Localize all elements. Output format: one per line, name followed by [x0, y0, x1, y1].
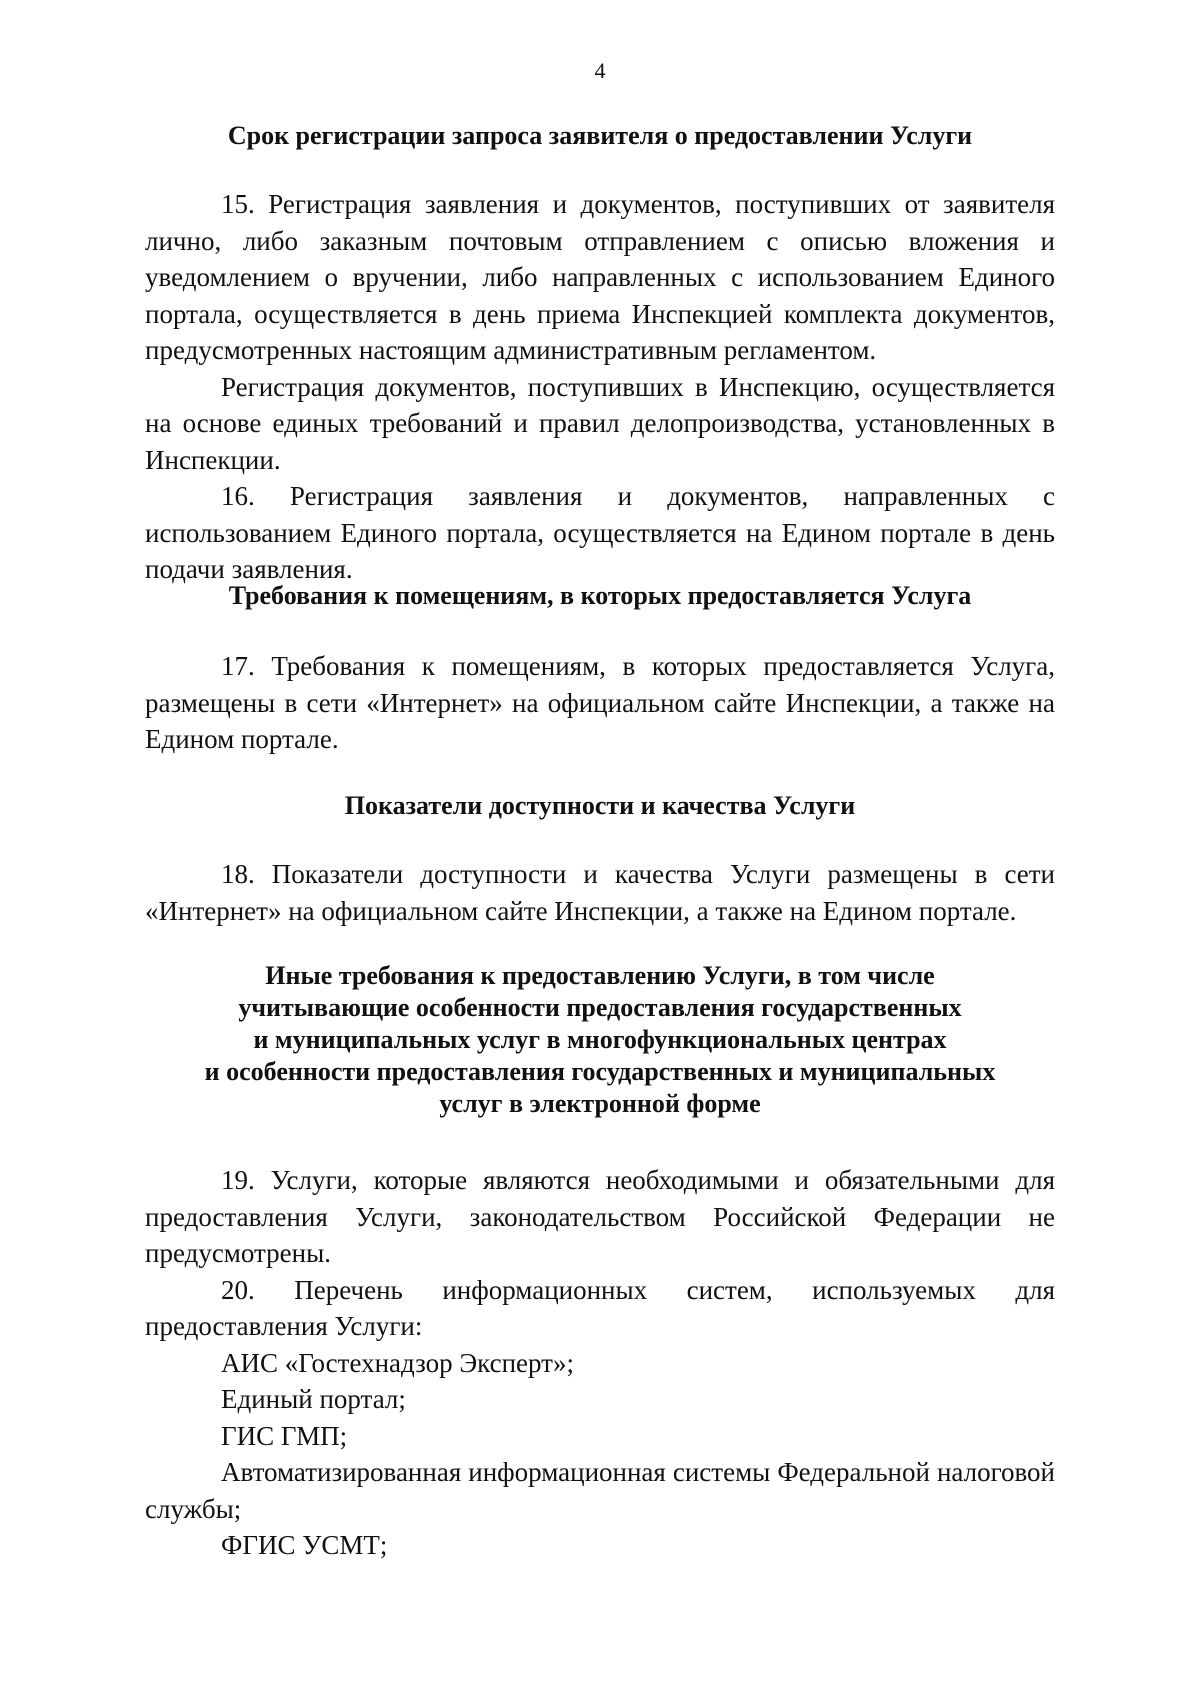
paragraph-19: 19. Услуги, которые являются необходимыми и обязательными для предоставления Услуги, законодательством Российской Федерации не предусмотрены.	[145, 1165, 1055, 1268]
paragraph-15: 15. Регистрация заявления и документов, поступивших от заявителя лично, либо заказным почтовым отправлением с описью вложения и уведомлением о вручении, либо направленных с использованием Единого портала, осуществляется в день приема Инспекцией комплекта документов, предусмотренных настоящим административным регламентом.	[145, 189, 1055, 365]
title-line: и муниципальных услуг в многофункциональных центрах	[253, 1025, 947, 1054]
section-title-premises: Требования к помещениям, в которых предоставляется Услуга	[228, 581, 972, 610]
title-line: учитывающие особенности предоставления государственных	[238, 993, 962, 1022]
title-line: услуг в электронной форме	[439, 1089, 761, 1118]
title-line: и особенности предоставления государственных и муниципальных	[204, 1057, 996, 1086]
list-item: Единый портал;	[221, 1384, 406, 1414]
section-title-registration: Срок регистрации запроса заявителя о предоставлении Услуги	[227, 121, 973, 150]
section-body-premises	[145, 648, 1055, 758]
paragraph-20: 20. Перечень информационных систем, используемых для предоставления Услуги:	[145, 1274, 1055, 1341]
paragraph-17: 17. Требования к помещениям, в которых предоставляется Услуга, размещены в сети «Интернет» на официальном сайте Инспекции, а также на Едином портале.	[145, 651, 1055, 754]
section-title-other-requirements	[145, 960, 1055, 1120]
title-line: Иные требования к предоставлению Услуги, в том числе	[265, 961, 935, 990]
paragraph-16: 16. Регистрация заявления и документов, направленных с использованием Единого портала, осуществляется на Едином портале в день подачи заявления.	[145, 481, 1055, 584]
section-title-quality: Показатели доступности и качества Услуги	[344, 791, 856, 820]
paragraph-15-registration: Регистрация документов, поступивших в Инспекцию, осуществляется на основе единых требований и правил делопроизводства, установленных в Инспекции.	[145, 371, 1055, 475]
list-item: АИС «Гостехнадзор Эксперт»;	[221, 1347, 574, 1378]
list-item: Автоматизированная информационная системы Федеральной налоговой службы;	[145, 1457, 1055, 1524]
section-body-quality	[145, 856, 1055, 929]
paragraph-18: 18. Показатели доступности и качества Услуги размещены в сети «Интернет» на официальном сайте Инспекции, а также на Едином портале.	[145, 859, 1055, 926]
page-number: 4	[594, 58, 606, 83]
section-body-registration	[145, 186, 1055, 588]
list-item: ФГИС УСМТ;	[221, 1530, 388, 1560]
section-body-other-requirements	[145, 1162, 1055, 1564]
list-item: ГИС ГМП;	[221, 1420, 348, 1451]
